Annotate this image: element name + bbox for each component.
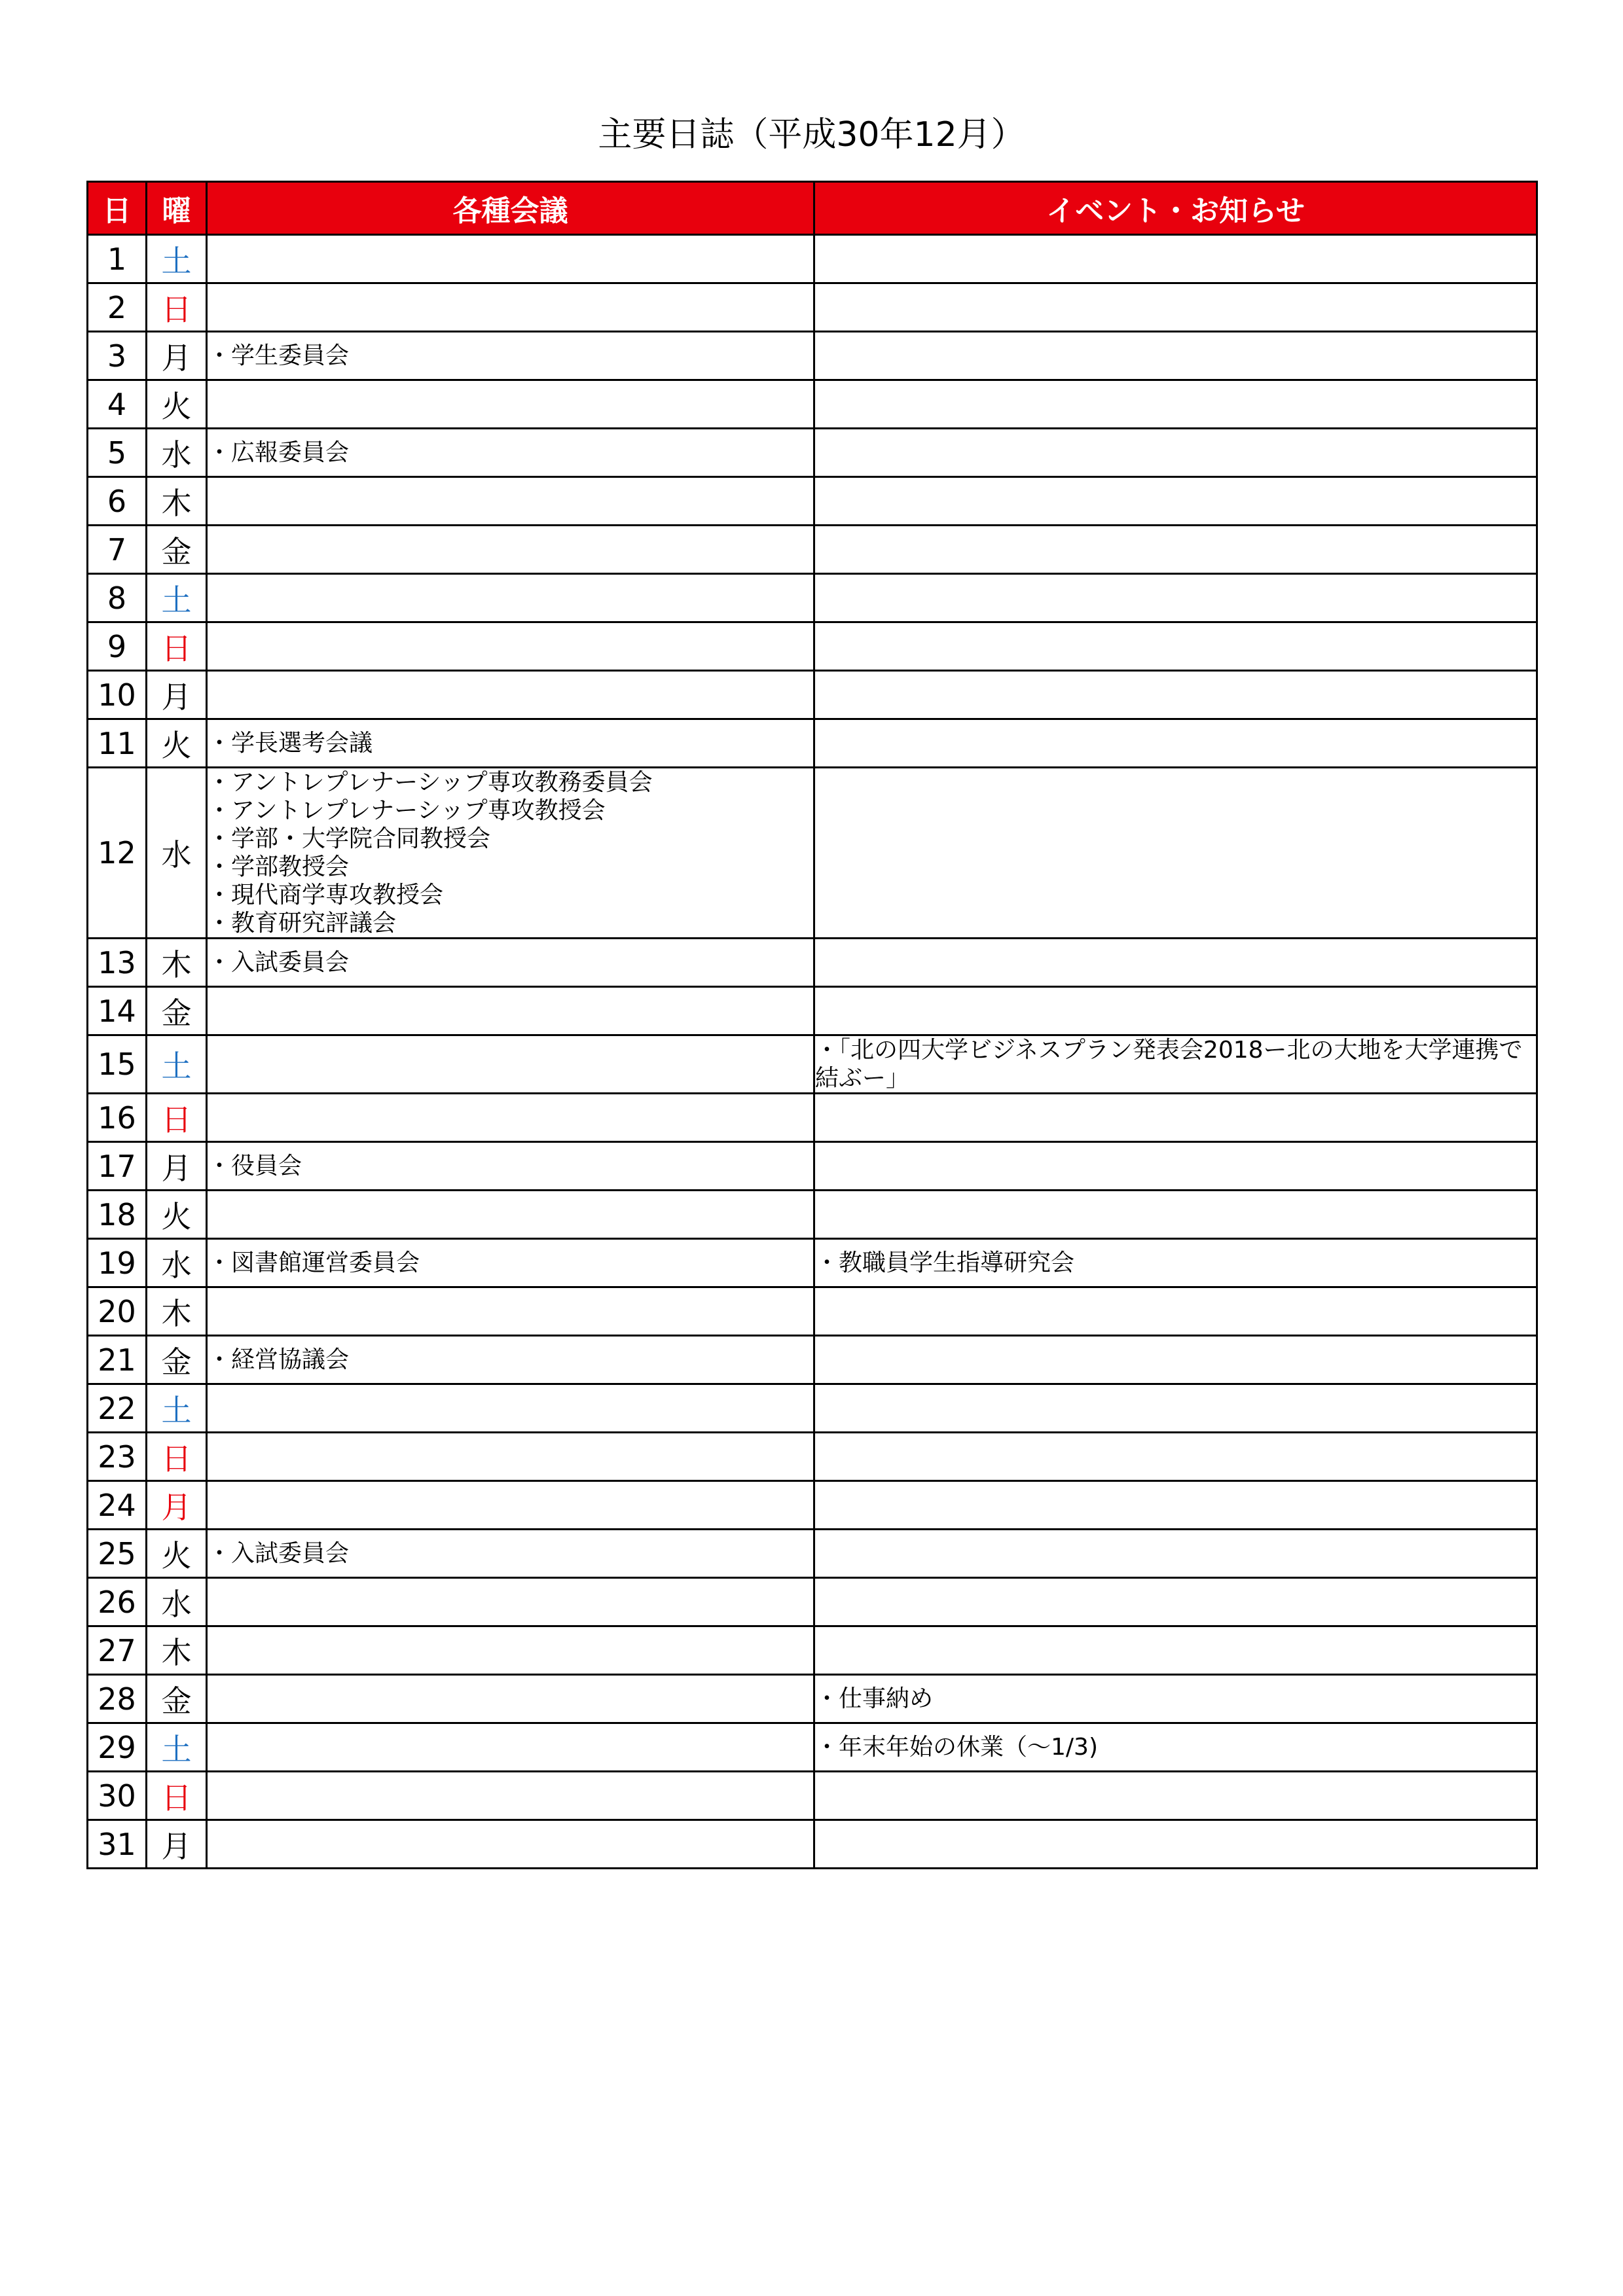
day-cell: 15 bbox=[88, 1035, 147, 1094]
events-cell bbox=[814, 719, 1537, 768]
day-cell: 27 bbox=[88, 1626, 147, 1675]
event-item: ・年末年始の休業（～1/3) bbox=[815, 1734, 1098, 1761]
meetings-cell bbox=[207, 1384, 814, 1433]
table-row bbox=[88, 1626, 1537, 1675]
day-cell: 21 bbox=[88, 1336, 147, 1384]
day-cell: 13 bbox=[88, 939, 147, 987]
weekday-cell: 水 bbox=[147, 1578, 207, 1626]
events-cell bbox=[814, 1384, 1537, 1433]
table-row bbox=[88, 768, 1537, 939]
event-item: ・「北の四大学ビジネスプラン発表会2018ー北の大地を大学連携で結ぶー」 bbox=[815, 1037, 1523, 1092]
weekday-cell: 月 bbox=[147, 671, 207, 719]
day-cell: 1 bbox=[88, 235, 147, 283]
weekday-cell: 土 bbox=[147, 1384, 207, 1433]
meetings-cell bbox=[207, 719, 814, 768]
events-cell bbox=[814, 1191, 1537, 1239]
meetings-cell bbox=[207, 671, 814, 719]
meetings-cell bbox=[207, 283, 814, 332]
meetings-cell bbox=[207, 1094, 814, 1142]
header-row bbox=[88, 182, 1537, 235]
diary-table bbox=[86, 181, 1538, 1869]
day-cell: 19 bbox=[88, 1239, 147, 1287]
day-cell: 12 bbox=[88, 768, 147, 939]
events-cell bbox=[814, 939, 1537, 987]
header-meetings: 各種会議 bbox=[207, 182, 814, 235]
meeting-item: ・現代商学専攻教授会 bbox=[208, 882, 444, 908]
meetings-cell bbox=[207, 1287, 814, 1336]
weekday-cell: 水 bbox=[147, 429, 207, 477]
weekday-cell: 水 bbox=[147, 768, 207, 939]
meetings-cell bbox=[207, 1336, 814, 1384]
table-row bbox=[88, 1675, 1537, 1723]
weekday-cell: 土 bbox=[147, 235, 207, 283]
page-title: 主要日誌（平成30年12月） bbox=[598, 115, 1025, 154]
table-row bbox=[88, 1481, 1537, 1530]
meetings-cell bbox=[207, 429, 814, 477]
events-cell bbox=[814, 1723, 1537, 1772]
meeting-item: ・図書館運営委員会 bbox=[208, 1249, 420, 1276]
meetings-cell bbox=[207, 1142, 814, 1191]
table-row bbox=[88, 332, 1537, 380]
table-row bbox=[88, 1094, 1537, 1142]
day-cell: 7 bbox=[88, 526, 147, 574]
events-cell bbox=[814, 1481, 1537, 1530]
events-cell bbox=[814, 283, 1537, 332]
events-cell bbox=[814, 574, 1537, 622]
day-cell: 28 bbox=[88, 1675, 147, 1723]
events-cell bbox=[814, 380, 1537, 429]
weekday-cell: 月 bbox=[147, 1142, 207, 1191]
day-cell: 31 bbox=[88, 1820, 147, 1869]
event-item: ・仕事納め bbox=[815, 1685, 934, 1712]
weekday-cell: 土 bbox=[147, 574, 207, 622]
weekday-cell: 木 bbox=[147, 1626, 207, 1675]
table-row bbox=[88, 1772, 1537, 1820]
table-row bbox=[88, 1287, 1537, 1336]
events-cell bbox=[814, 477, 1537, 526]
meetings-cell bbox=[207, 622, 814, 671]
day-cell: 25 bbox=[88, 1530, 147, 1578]
weekday-cell: 火 bbox=[147, 719, 207, 768]
events-cell bbox=[814, 1578, 1537, 1626]
events-cell bbox=[814, 1772, 1537, 1820]
day-cell: 22 bbox=[88, 1384, 147, 1433]
meeting-item: ・学生委員会 bbox=[208, 342, 350, 369]
events-cell bbox=[814, 1094, 1537, 1142]
table-row bbox=[88, 526, 1537, 574]
table-row bbox=[88, 1384, 1537, 1433]
events-cell bbox=[814, 987, 1537, 1035]
day-cell: 16 bbox=[88, 1094, 147, 1142]
meeting-item: ・広報委員会 bbox=[208, 439, 350, 466]
meetings-cell bbox=[207, 1239, 814, 1287]
weekday-cell: 金 bbox=[147, 987, 207, 1035]
table-row bbox=[88, 1336, 1537, 1384]
events-cell bbox=[814, 1433, 1537, 1481]
day-cell: 10 bbox=[88, 671, 147, 719]
meeting-item: ・教育研究評議会 bbox=[208, 910, 397, 937]
table-row bbox=[88, 719, 1537, 768]
weekday-cell: 火 bbox=[147, 1191, 207, 1239]
events-cell bbox=[814, 671, 1537, 719]
table-row bbox=[88, 622, 1537, 671]
meetings-cell bbox=[207, 1772, 814, 1820]
events-cell bbox=[814, 1239, 1537, 1287]
weekday-cell: 水 bbox=[147, 1239, 207, 1287]
meetings-cell bbox=[207, 939, 814, 987]
diary-body bbox=[88, 235, 1537, 1869]
table-row bbox=[88, 235, 1537, 283]
table-row bbox=[88, 1191, 1537, 1239]
meetings-cell bbox=[207, 1723, 814, 1772]
day-cell: 2 bbox=[88, 283, 147, 332]
events-cell bbox=[814, 1530, 1537, 1578]
table-row bbox=[88, 671, 1537, 719]
weekday-cell: 金 bbox=[147, 1336, 207, 1384]
weekday-cell: 月 bbox=[147, 332, 207, 380]
events-cell bbox=[814, 1626, 1537, 1675]
weekday-cell: 月 bbox=[147, 1481, 207, 1530]
meetings-cell bbox=[207, 477, 814, 526]
meeting-item: ・学部教授会 bbox=[208, 853, 350, 880]
day-cell: 11 bbox=[88, 719, 147, 768]
day-cell: 17 bbox=[88, 1142, 147, 1191]
meetings-cell bbox=[207, 1035, 814, 1094]
meetings-cell bbox=[207, 332, 814, 380]
day-cell: 23 bbox=[88, 1433, 147, 1481]
meeting-item: ・入試委員会 bbox=[208, 949, 350, 976]
day-cell: 18 bbox=[88, 1191, 147, 1239]
meetings-cell bbox=[207, 574, 814, 622]
table-row bbox=[88, 1142, 1537, 1191]
day-cell: 3 bbox=[88, 332, 147, 380]
table-row bbox=[88, 1578, 1537, 1626]
day-cell: 9 bbox=[88, 622, 147, 671]
weekday-cell: 日 bbox=[147, 1094, 207, 1142]
table-row bbox=[88, 987, 1537, 1035]
day-cell: 29 bbox=[88, 1723, 147, 1772]
table-row bbox=[88, 380, 1537, 429]
meeting-item: ・入試委員会 bbox=[208, 1540, 350, 1567]
meeting-item: ・学長選考会議 bbox=[208, 730, 373, 757]
day-cell: 20 bbox=[88, 1287, 147, 1336]
day-cell: 14 bbox=[88, 987, 147, 1035]
events-cell bbox=[814, 622, 1537, 671]
table-row bbox=[88, 429, 1537, 477]
events-cell bbox=[814, 1820, 1537, 1869]
meetings-cell bbox=[207, 1191, 814, 1239]
table-row bbox=[88, 477, 1537, 526]
meeting-item: ・学部・大学院合同教授会 bbox=[208, 825, 491, 852]
meeting-item: ・経営協議会 bbox=[208, 1346, 350, 1373]
table-row bbox=[88, 1820, 1537, 1869]
table-row bbox=[88, 1530, 1537, 1578]
meetings-cell bbox=[207, 1433, 814, 1481]
events-cell bbox=[814, 332, 1537, 380]
meetings-cell bbox=[207, 235, 814, 283]
meetings-cell bbox=[207, 1481, 814, 1530]
table-row bbox=[88, 939, 1537, 987]
event-item: ・教職員学生指導研究会 bbox=[815, 1249, 1075, 1276]
weekday-cell: 木 bbox=[147, 939, 207, 987]
events-cell bbox=[814, 235, 1537, 283]
meeting-item: ・アントレプレナーシップ専攻教授会 bbox=[208, 797, 606, 824]
events-cell bbox=[814, 429, 1537, 477]
table-row bbox=[88, 1723, 1537, 1772]
day-cell: 6 bbox=[88, 477, 147, 526]
meeting-item: ・アントレプレナーシップ専攻教務委員会 bbox=[208, 769, 653, 796]
meetings-cell bbox=[207, 1626, 814, 1675]
table-row bbox=[88, 1433, 1537, 1481]
weekday-cell: 火 bbox=[147, 380, 207, 429]
meetings-cell bbox=[207, 987, 814, 1035]
meetings-cell bbox=[207, 768, 814, 939]
day-cell: 26 bbox=[88, 1578, 147, 1626]
weekday-cell: 金 bbox=[147, 1675, 207, 1723]
events-cell bbox=[814, 1336, 1537, 1384]
events-cell bbox=[814, 526, 1537, 574]
table-row bbox=[88, 283, 1537, 332]
weekday-cell: 日 bbox=[147, 1772, 207, 1820]
meetings-cell bbox=[207, 1578, 814, 1626]
events-cell bbox=[814, 1142, 1537, 1191]
header-day: 日 bbox=[88, 182, 147, 235]
table-row bbox=[88, 1239, 1537, 1287]
events-cell bbox=[814, 1035, 1537, 1094]
weekday-cell: 木 bbox=[147, 477, 207, 526]
day-cell: 30 bbox=[88, 1772, 147, 1820]
events-cell bbox=[814, 1287, 1537, 1336]
weekday-cell: 木 bbox=[147, 1287, 207, 1336]
day-cell: 4 bbox=[88, 380, 147, 429]
weekday-cell: 土 bbox=[147, 1035, 207, 1094]
weekday-cell: 日 bbox=[147, 283, 207, 332]
meetings-cell bbox=[207, 1820, 814, 1869]
header-events: イベント・お知らせ bbox=[814, 182, 1537, 235]
header-weekday: 曜 bbox=[147, 182, 207, 235]
meetings-cell bbox=[207, 380, 814, 429]
meetings-cell bbox=[207, 1530, 814, 1578]
weekday-cell: 金 bbox=[147, 526, 207, 574]
table-row bbox=[88, 1035, 1537, 1094]
meetings-cell bbox=[207, 526, 814, 574]
day-cell: 8 bbox=[88, 574, 147, 622]
day-cell: 24 bbox=[88, 1481, 147, 1530]
weekday-cell: 火 bbox=[147, 1530, 207, 1578]
table-row bbox=[88, 574, 1537, 622]
day-cell: 5 bbox=[88, 429, 147, 477]
events-cell bbox=[814, 1675, 1537, 1723]
weekday-cell: 日 bbox=[147, 622, 207, 671]
weekday-cell: 土 bbox=[147, 1723, 207, 1772]
meeting-item: ・役員会 bbox=[208, 1153, 302, 1179]
meetings-cell bbox=[207, 1675, 814, 1723]
weekday-cell: 月 bbox=[147, 1820, 207, 1869]
events-cell bbox=[814, 768, 1537, 939]
weekday-cell: 日 bbox=[147, 1433, 207, 1481]
